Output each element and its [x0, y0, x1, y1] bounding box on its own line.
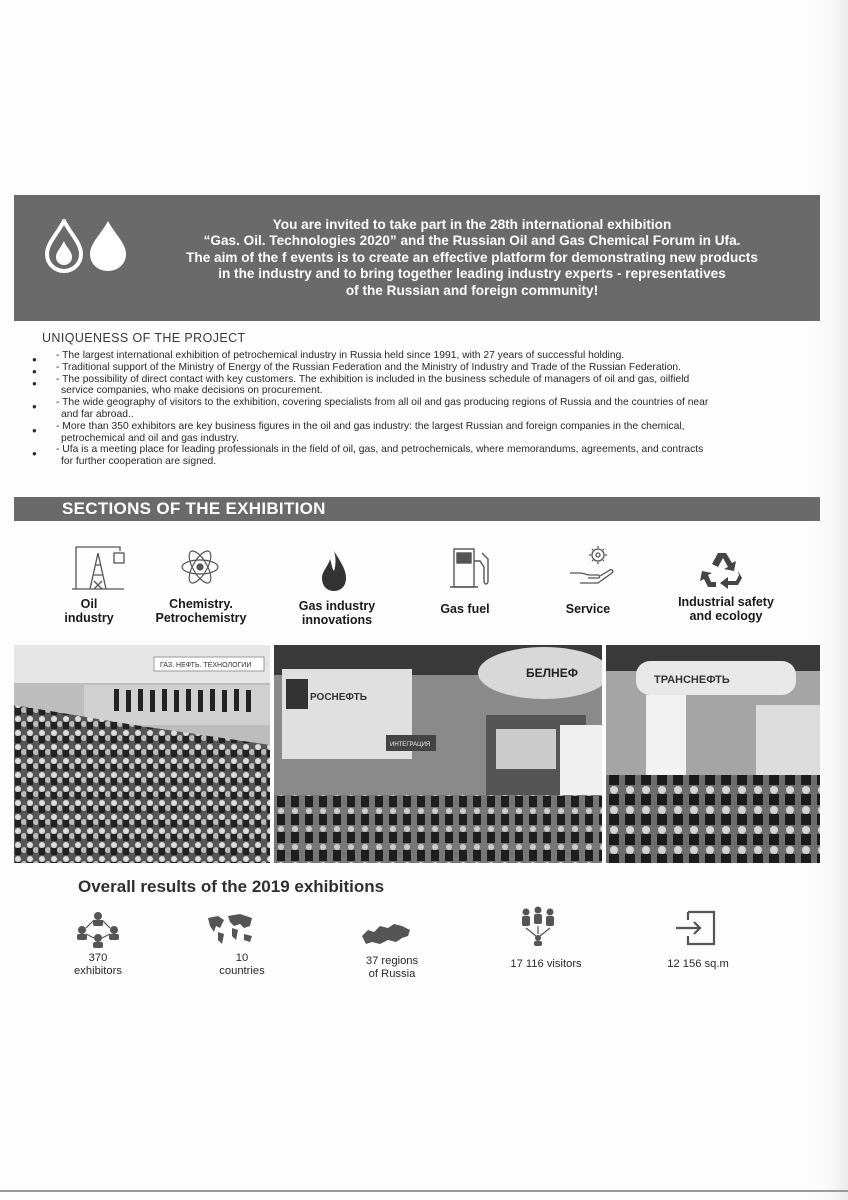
section-label-safety-ecology: Industrial safety and ecology [678, 595, 774, 623]
flame-icon [306, 547, 362, 595]
banner-line: You are invited to take part in the 28th international exhibition [272, 217, 672, 232]
list-item-text: for further cooperation are signed. [61, 456, 217, 468]
area-entry-icon [670, 908, 722, 948]
brand-sign-left: РОСНЕФТЬ [310, 692, 367, 703]
sections-header-bar [14, 497, 820, 521]
results-title: Overall results of the 2019 exhibitions [78, 877, 385, 896]
banner-line: of the Russian and foreign community! [345, 282, 599, 298]
section-label-service: Service [565, 602, 611, 616]
section-label-gas-fuel: Gas fuel [440, 602, 490, 616]
result-area: 12 156 sq.m [667, 958, 729, 970]
uniqueness-heading: UNIQUENESS OF THE PROJECT [42, 331, 246, 345]
page-bottom-rule [0, 1190, 848, 1192]
result-exhibitors: 370 exhibitors [74, 952, 122, 977]
list-item-text: service companies, who make decisions on procurement. [61, 385, 323, 397]
list-item-text: - Ufa is a meeting place for leading professionals in the field of oil, gas, and petrochemicals, where memorandums, agreements, and contracts [56, 444, 704, 456]
visitors-icon [512, 906, 564, 946]
atom-icon [172, 543, 228, 591]
hand-gear-icon [566, 543, 622, 591]
fuel-pump-icon [442, 543, 498, 591]
list-item-text: - Traditional support of the Ministry of Energy of the Russian Federation and the Ministry of Industry and Trade of the Russian Federation. [56, 361, 682, 373]
uniqueness-list [32, 350, 774, 468]
section-label-chemistry: Chemistry. Petrochemistry [155, 597, 247, 625]
list-item: ● - More than 350 exhibitors are key business figures in the oil and gas industry: the largest Russian and foreign companies in the chemical, petrochemical and oil and gas industry. [44, 421, 774, 445]
banner-line: The aim of the f events is to create an effective platform for demonstrating new products [186, 249, 758, 265]
sections-title: SECTIONS OF THE EXHIBITION [62, 499, 326, 518]
scan-edge-shadow [810, 0, 848, 1200]
russia-map-icon [360, 914, 412, 954]
stand-sign: ГАЗ. НЕФТЬ. ТЕХНОЛОГИИ [160, 662, 252, 669]
list-item-text: and far abroad.. [61, 408, 134, 420]
list-item-text: - The wide geography of visitors to the exhibition, covering specialists from all oil and gas producing regions of Russia and the countries of near [56, 397, 709, 409]
invitation-banner [14, 195, 820, 321]
list-item: ● - Traditional support of the Ministry of Energy of the Russian Federation and the Ministry of Industry and Trade of the Russian Federation. [44, 362, 774, 374]
list-item-text: - More than 350 exhibitors are key business figures in the oil and gas industry: the largest Russian and foreign companies in the chemical, [56, 420, 685, 432]
list-item: ● - The largest international exhibition of petrochemical industry in Russia held since 1991, with 27 years of successful holding. [44, 350, 774, 362]
result-visitors: 17 116 visitors [510, 958, 582, 970]
list-item: ● - Ufa is a meeting place for leading professionals in the field of oil, gas, and petrochemicals, where memorandums, agreements, and contracts for further cooperation are signed. [44, 444, 774, 468]
oil-derrick-icon [70, 543, 126, 591]
exhibition-photo-crowd [14, 645, 270, 863]
recycle-icon [696, 547, 752, 595]
list-item-text: - The possibility of direct contact with key customers. The exhibition is included in the business schedule of managers of oil and gas, oilfield [56, 373, 690, 385]
result-countries: 10 countries [219, 952, 265, 977]
list-item: ● - The possibility of direct contact with key customers. The exhibition is included in the business schedule of managers of oil and gas, oilfield service companies, who make decisions on procurement. [44, 374, 774, 398]
people-network-icon [72, 908, 124, 948]
brand-sign-right: БЕЛНЕФ [526, 666, 578, 680]
banner-line: “Gas. Oil. Technologies 2020” and the Russian Oil and Gas Chemical Forum in Ufa. [203, 233, 741, 249]
section-label-oil: Oil industry [64, 597, 114, 625]
list-item-text: petrochemical and oil and gas industry. [61, 432, 239, 444]
list-item: ● - The wide geography of visitors to the exhibition, covering specialists from all oil and gas producing regions of Russia and the countries of near and far abroad.. [44, 397, 774, 421]
brand-sign: ТРАНСНЕФТЬ [654, 674, 730, 686]
exhibition-photo-transneft [606, 645, 820, 863]
banner-text [142, 217, 802, 299]
world-map-icon [204, 910, 256, 950]
result-regions: 37 regions of Russia [365, 955, 419, 980]
list-item-text: - The largest international exhibition of petrochemical industry in Russia held since 1991, with 27 years of successful holding. [56, 350, 625, 361]
gas-flame-drop-icon [44, 219, 84, 273]
exhibition-photo-stands [274, 645, 602, 863]
panel-sign: ИНТЕГРАЦИЯ [390, 742, 431, 748]
section-label-gas-innovations: Gas industry innovations [298, 599, 376, 627]
oil-drop-icon [88, 219, 128, 273]
banner-line: in the industry and to bring together leading industry experts - representatives [218, 266, 726, 282]
